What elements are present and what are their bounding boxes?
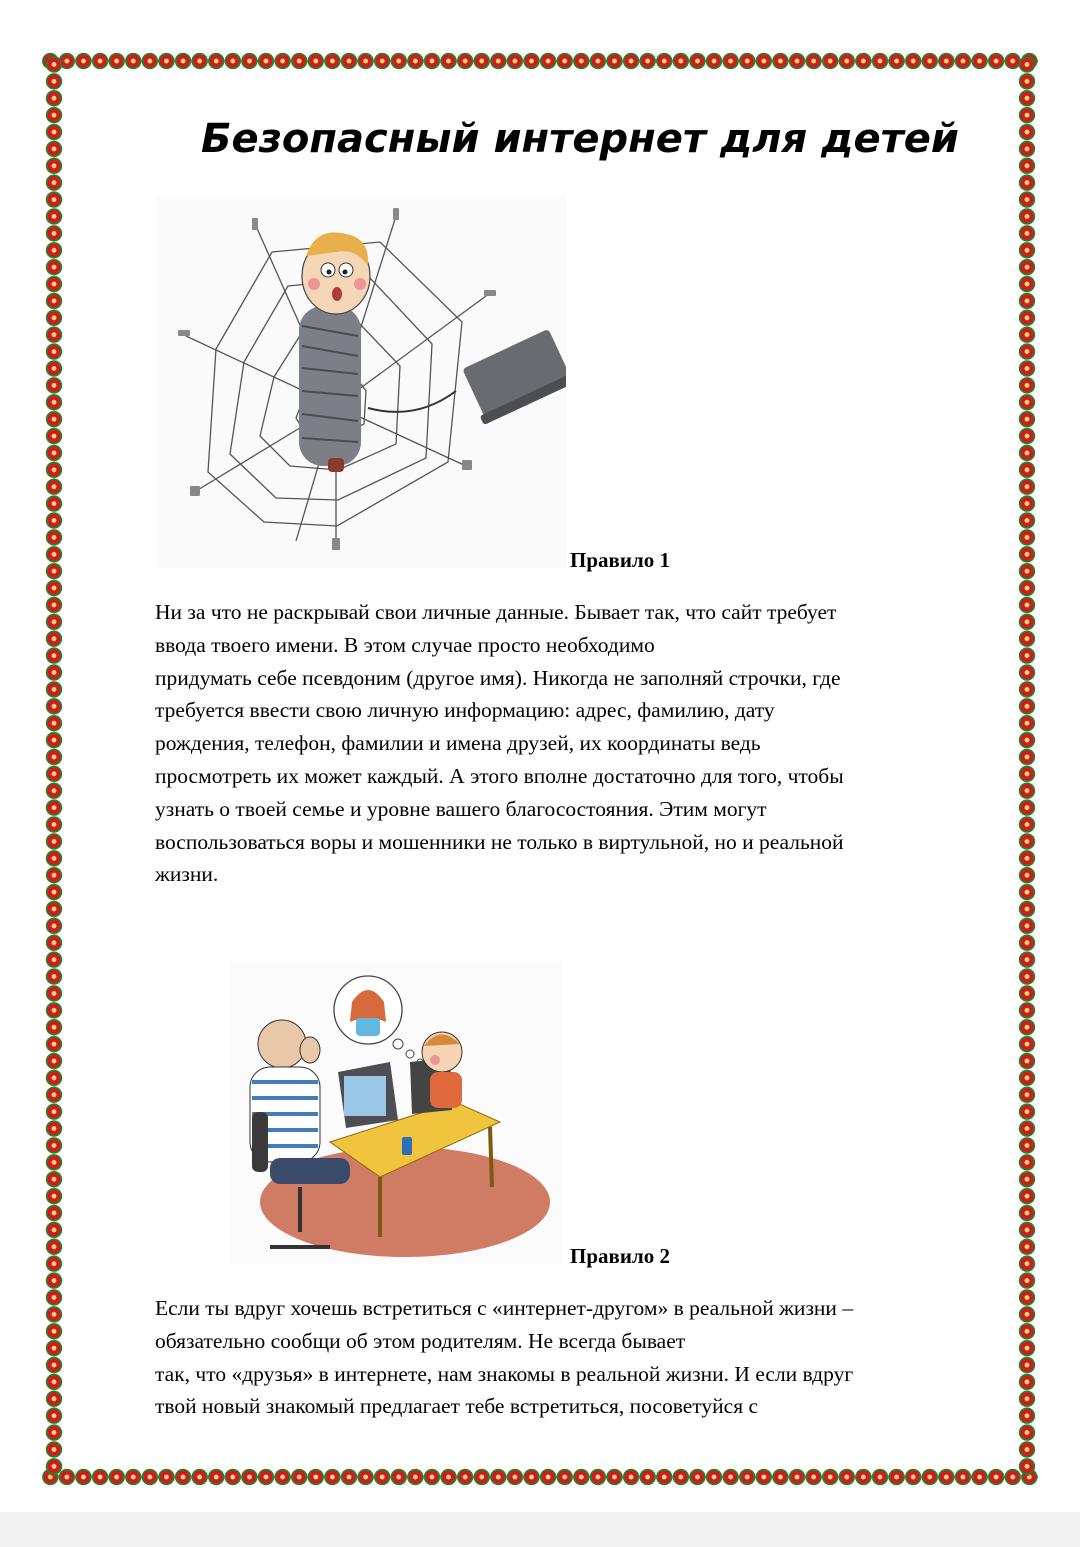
rule-1-line: узнать о твоей семье и уровне вашего благосостояния. Этим могут — [155, 796, 767, 821]
online-stranger-drawing — [230, 962, 562, 1264]
rule-2-line: твой новый знакомый предлагает тебе встретиться, посоветуйся с — [155, 1394, 759, 1419]
rule-2-text — [155, 1292, 995, 1423]
flower-border-top — [42, 50, 1038, 72]
rule-1-heading: Правило 1 — [570, 548, 670, 572]
flower-border-right — [1016, 56, 1038, 1476]
rule-1-line: ввода твоего имени. В этом случае просто необходимо — [155, 632, 655, 657]
rule-2-line: так, что «друзья» в интернете, нам знакомы в реальной жизни. И если вдруг — [155, 1361, 854, 1386]
rule-1-line: просмотреть их может каждый. А этого вполне достаточно для того, чтобы — [155, 763, 844, 788]
rule-1-line: жизни. — [155, 862, 219, 887]
spider-web-illustration — [156, 196, 566, 568]
rule-1-line: рождения, телефон, фамилии и имена друзей, их координаты ведь — [155, 731, 761, 756]
rule-1-line: требуется ввести свою личную информацию: адрес, фамилию, дату — [155, 698, 775, 723]
flower-border-bottom — [42, 1466, 1038, 1488]
rule-2-line: обязательно сообщи об этом родителям. Не всегда бывает — [155, 1328, 686, 1353]
rule-1-line: придумать себе псевдоним (другое имя). Никогда не заполняй строчки, где — [155, 665, 841, 690]
rule-1-line: воспользоваться воры и мошенники не только в виртульной, но и реальной — [155, 829, 844, 854]
rule-2-heading: Правило 2 — [570, 1244, 670, 1268]
viewer-bottom-bar — [0, 1512, 1080, 1547]
page-title: Безопасный интернет для детей — [201, 116, 959, 162]
rule-1-text — [155, 596, 995, 891]
flower-border-left — [43, 56, 65, 1476]
rule-1-line: Ни за что не раскрывай свои личные данные. Бывает так, что сайт требует — [155, 600, 837, 624]
online-stranger-illustration — [230, 962, 562, 1264]
rule-2-line: Если ты вдруг хочешь встретиться с «интернет-другом» в реальной жизни – — [155, 1296, 854, 1320]
spider-web-drawing — [156, 196, 566, 568]
